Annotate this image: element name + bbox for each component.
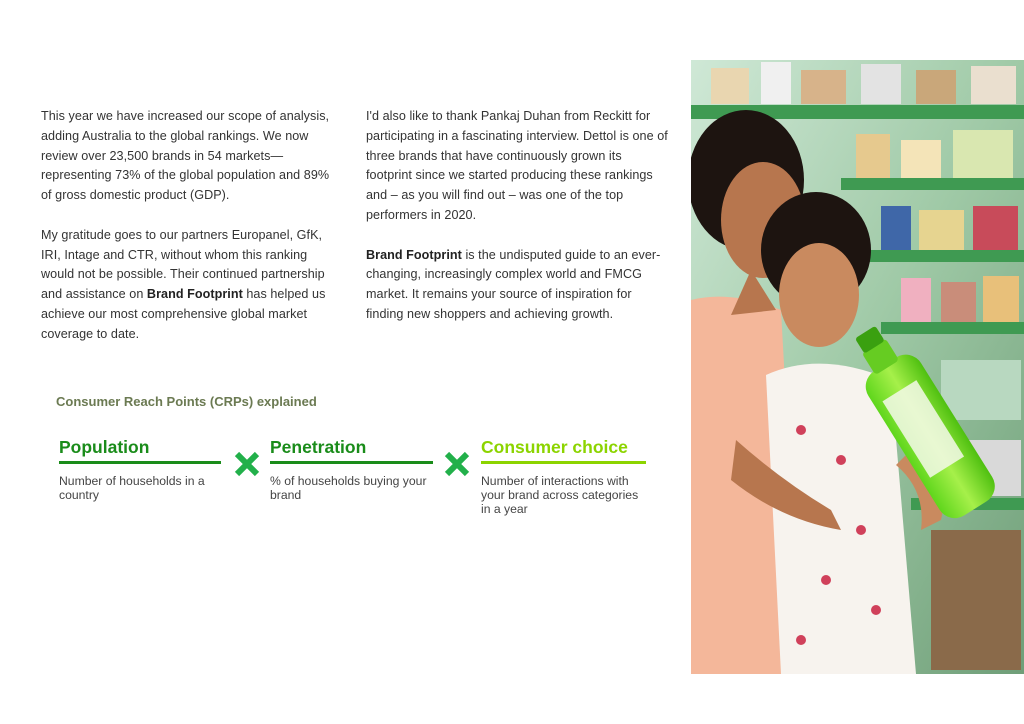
metric-description: % of households buying your brand xyxy=(270,474,427,502)
brand-footprint-emphasis: Brand Footprint xyxy=(146,287,243,302)
metric-title: Population xyxy=(59,437,150,457)
intro-column-right xyxy=(366,107,671,345)
intro-paragraph-4 xyxy=(366,246,671,325)
metric-title: Penetration xyxy=(270,437,367,457)
intro-text: is the undisputed guide to an ever-changing, increasingly complex world and FMCG market. It remains your source of inspiration for finding new shoppers and achieving growth. xyxy=(366,247,661,321)
metric-description: Number of households in a country xyxy=(59,474,205,502)
intro-paragraph-2 xyxy=(41,226,341,345)
shoppers-photo xyxy=(691,60,1024,674)
brand-footprint-emphasis: Brand Footprint xyxy=(366,247,462,262)
metric-rule xyxy=(481,461,646,464)
metric-penetration xyxy=(270,436,433,502)
intro-text: My gratitude goes to our partners Europanel, GfK, IRI, Intage and CTR, without whom this ranking would not be possible. Their continued partnership and assistance on xyxy=(41,227,325,302)
metric-description: Number of interactions with your brand across categories in a year xyxy=(481,474,639,516)
intro-paragraph-1: This year we have increased our scope of analysis, adding Australia to the global rankings. We now review over 23,500 brands in 54 markets—representing 73% of the global population and 89% of gross domestic product (GDP). xyxy=(41,109,330,203)
metric-rule xyxy=(59,461,221,464)
crp-heading: Consumer Reach Points (CRPs) explained xyxy=(56,394,317,409)
metric-rule xyxy=(270,461,433,464)
metric-consumer-choice xyxy=(481,436,646,516)
intro-column-left xyxy=(41,107,341,364)
metric-population xyxy=(59,436,221,502)
intro-text: has helped us achieve our most comprehensive global market coverage to date. xyxy=(41,287,326,341)
shoppers-illustration xyxy=(691,60,1024,674)
intro-paragraph-3: I'd also like to thank Pankaj Duhan from Reckitt for participating in a fascinating interview. Dettol is one of three brands that have continuously grown its footprint since we started producing these rankings and – as you will find out – was one of the top performers in 2020. xyxy=(366,109,668,222)
multiply-icon xyxy=(444,451,470,477)
metric-title: Consumer choice xyxy=(481,437,628,457)
multiply-icon xyxy=(234,451,260,477)
